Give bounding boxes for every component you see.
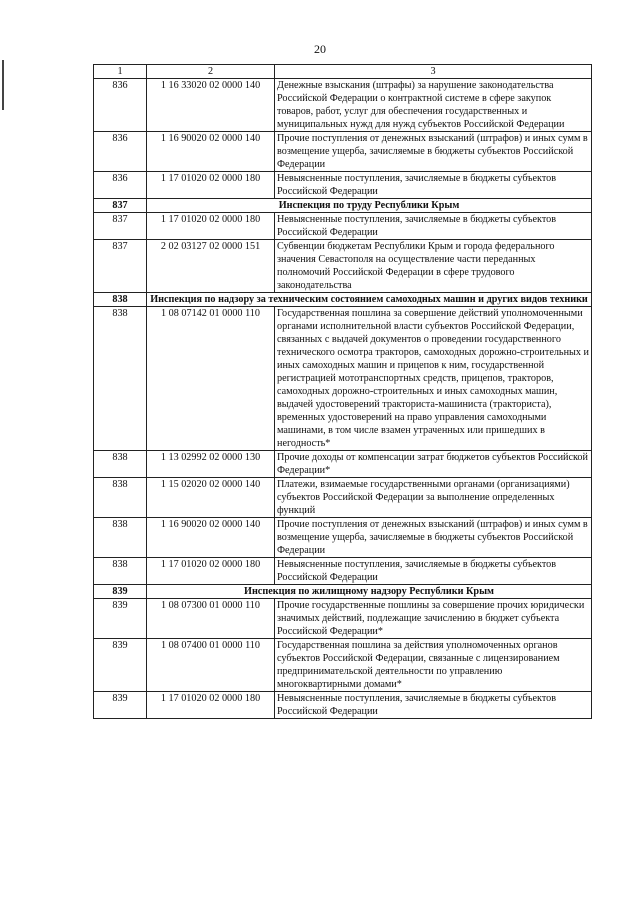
admin-code-cell: 838 (94, 451, 147, 478)
budget-classification-code-cell: 1 16 90020 02 0000 140 (147, 132, 275, 172)
column-header: 1 (94, 65, 147, 79)
admin-code-cell: 839 (94, 692, 147, 719)
admin-code-cell: 837 (94, 213, 147, 240)
revenue-description-cell: Платежи, взимаемые государственными органами (организациями) субъектов Российской Федерации за выполнение определенных функций (275, 478, 592, 518)
table-row (94, 79, 592, 132)
table-row (94, 307, 592, 451)
revenue-description-cell: Невыясненные поступления, зачисляемые в бюджеты субъектов Российской Федерации (275, 558, 592, 585)
admin-code-cell: 839 (94, 639, 147, 692)
budget-classification-code-cell: 1 08 07142 01 0000 110 (147, 307, 275, 451)
admin-code-cell: 838 (94, 518, 147, 558)
budget-classification-code-cell: 1 17 01020 02 0000 180 (147, 213, 275, 240)
admin-code-cell: 836 (94, 132, 147, 172)
section-title-cell: Инспекция по жилищному надзору Республики Крым (147, 585, 592, 599)
column-header: 3 (275, 65, 592, 79)
table-body (94, 79, 592, 719)
admin-code-cell: 838 (94, 307, 147, 451)
column-header: 2 (147, 65, 275, 79)
table-row (94, 639, 592, 692)
budget-classification-code-cell: 2 02 03127 02 0000 151 (147, 240, 275, 293)
revenue-description-cell: Государственная пошлина за действия уполномоченных органов субъектов Российской Федерации, связанные с лицензированием предпринимательской деятельности по управлению многоквартирными домами* (275, 639, 592, 692)
admin-code-cell: 836 (94, 79, 147, 132)
budget-classification-code-cell: 1 16 90020 02 0000 140 (147, 518, 275, 558)
budget-classification-code-cell: 1 08 07300 01 0000 110 (147, 599, 275, 639)
revenue-description-cell: Государственная пошлина за совершение действий уполномоченными органами исполнительной власти субъектов Российской Федерации, связанных с выдачей документов о проведении государственного технического осмотра тракторов, самоходных дорожно-строительных и иных самоходных машин и прицепов к ним, государственной регистрацией мототранспортных средств, прицепов, тракторов, самоходных дорожно-строительных и иных самоходных машин, выдачей удостоверений тракториста-машиниста (тракториста), временных удостоверений на право управления самоходными машинами, в том числе взамен утраченных или пришедших в негодность* (275, 307, 592, 451)
section-row (94, 199, 592, 213)
revenue-description-cell: Невыясненные поступления, зачисляемые в бюджеты субъектов Российской Федерации (275, 213, 592, 240)
table-row (94, 599, 592, 639)
table-row (94, 172, 592, 199)
section-row (94, 585, 592, 599)
table-row (94, 132, 592, 172)
revenue-description-cell: Субвенции бюджетам Республики Крым и города федерального значения Севастополя на осуществление части переданных полномочий Российской Федерации в сфере трудового законодательства (275, 240, 592, 293)
binding-mark (2, 60, 4, 110)
table-row (94, 518, 592, 558)
budget-classification-code-cell: 1 16 33020 02 0000 140 (147, 79, 275, 132)
revenue-description-cell: Прочие государственные пошлины за совершение прочих юридически значимых действий, подлежащие зачислению в бюджет субъекта Российской Федерации* (275, 599, 592, 639)
table-row (94, 692, 592, 719)
budget-classification-code-cell: 1 17 01020 02 0000 180 (147, 172, 275, 199)
admin-code-cell: 838 (94, 293, 147, 307)
revenue-description-cell: Прочие поступления от денежных взысканий (штрафов) и иных сумм в возмещение ущерба, зачисляемые в бюджеты субъектов Российской Федерации (275, 132, 592, 172)
revenue-description-cell: Невыясненные поступления, зачисляемые в бюджеты субъектов Российской Федерации (275, 172, 592, 199)
table-row (94, 213, 592, 240)
revenue-description-cell: Прочие поступления от денежных взысканий (штрафов) и иных сумм в возмещение ущерба, зачисляемые в бюджеты субъектов Российской Федерации (275, 518, 592, 558)
admin-code-cell: 838 (94, 478, 147, 518)
revenue-codes-table (93, 64, 592, 719)
budget-classification-code-cell: 1 15 02020 02 0000 140 (147, 478, 275, 518)
revenue-description-cell: Денежные взыскания (штрафы) за нарушение законодательства Российской Федерации о контрактной системе в сфере закупок товаров, работ, услуг для обеспечения государственных и муниципальных нужд для нужд субъектов Российской Федерации (275, 79, 592, 132)
budget-classification-code-cell: 1 08 07400 01 0000 110 (147, 639, 275, 692)
section-row (94, 293, 592, 307)
table-header-row (94, 65, 592, 79)
admin-code-cell: 837 (94, 199, 147, 213)
section-title-cell: Инспекция по труду Республики Крым (147, 199, 592, 213)
admin-code-cell: 836 (94, 172, 147, 199)
section-title-cell: Инспекция по надзору за техническим состоянием самоходных машин и других видов техники (147, 293, 592, 307)
revenue-description-cell: Невыясненные поступления, зачисляемые в бюджеты субъектов Российской Федерации (275, 692, 592, 719)
admin-code-cell: 837 (94, 240, 147, 293)
budget-classification-code-cell: 1 17 01020 02 0000 180 (147, 692, 275, 719)
admin-code-cell: 838 (94, 558, 147, 585)
budget-classification-code-cell: 1 17 01020 02 0000 180 (147, 558, 275, 585)
table-row (94, 240, 592, 293)
table-row (94, 558, 592, 585)
revenue-description-cell: Прочие доходы от компенсации затрат бюджетов субъектов Российской Федерации* (275, 451, 592, 478)
admin-code-cell: 839 (94, 585, 147, 599)
table-row (94, 478, 592, 518)
budget-classification-code-cell: 1 13 02992 02 0000 130 (147, 451, 275, 478)
table-row (94, 451, 592, 478)
page-number: 20 (314, 42, 326, 56)
admin-code-cell: 839 (94, 599, 147, 639)
